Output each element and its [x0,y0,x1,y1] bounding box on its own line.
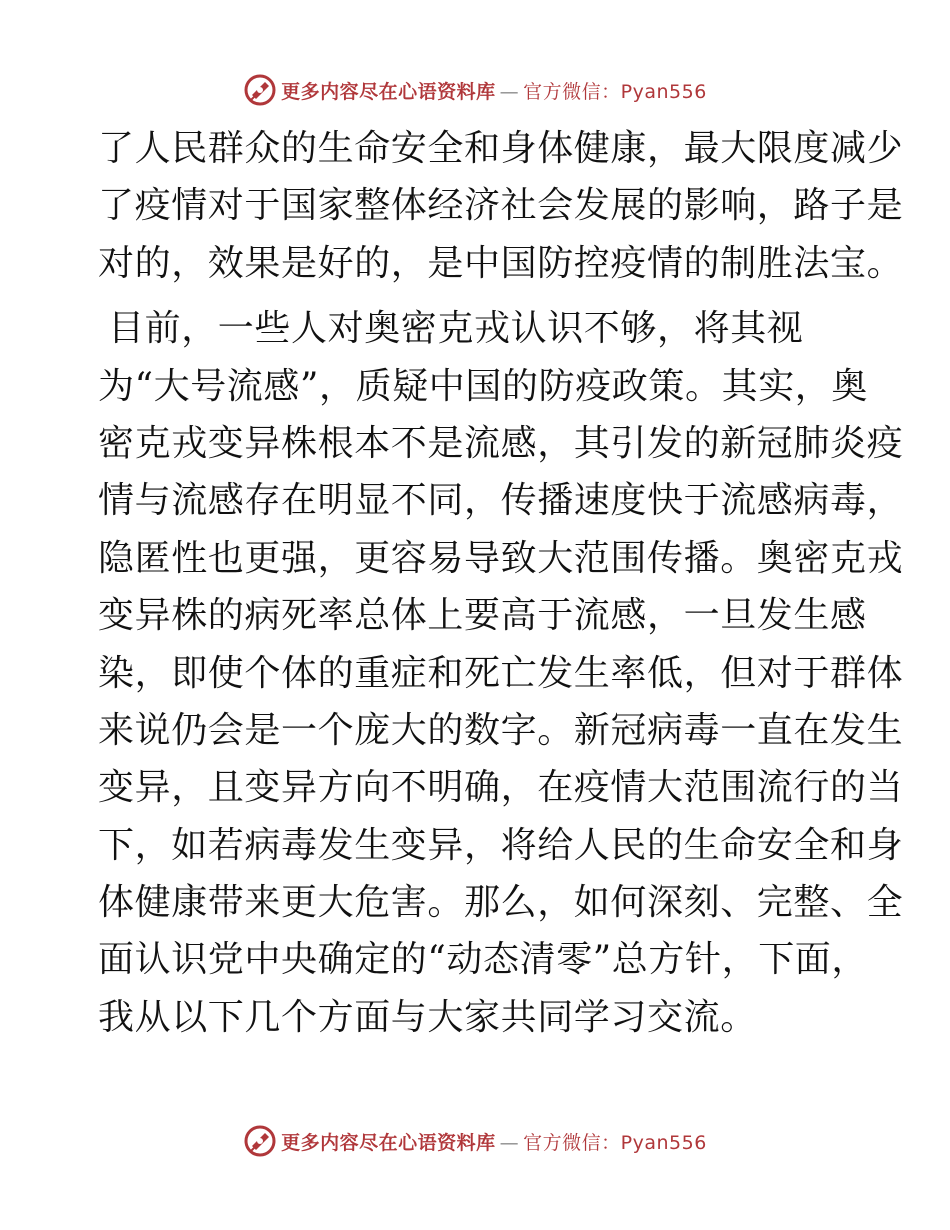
text-line: 变异株的病死率总体上要高于流感，一旦发生感 [98,595,867,637]
seal-logo-icon [243,1124,277,1158]
text-line: 了疫情对于国家整体经济社会发展的影响，路子是 [98,185,904,227]
text-line: 面认识党中央确定的“动态清零”总方针，下面， [98,939,869,981]
text-line: 体健康带来更大危害。那么，如何深刻、完整、全 [98,882,904,924]
footer-banner [0,1119,950,1163]
header-banner-text [281,77,707,104]
header-banner [0,68,950,112]
document-body [98,120,904,1046]
text-line: 下，如若病毒发生变异，将给人民的生命安全和身 [98,824,904,866]
text-line: 变异，且变异方向不明确，在疫情大范围流行的当 [98,767,904,809]
text-line: 密克戎变异株根本不是流感，其引发的新冠肺炎疫 [98,422,904,464]
text-line: 情与流感存在明显不同，传播速度快于流感病毒， [98,480,904,522]
footer-brand-text: 更多内容尽在心语资料库 [281,1131,496,1154]
paragraph-2 [98,300,904,1046]
text-line: 染，即使个体的重症和死亡发生率低，但对于群体 [98,652,904,694]
header-separator: — [499,80,520,103]
text-line: 为“大号流感”，质疑中国的防疫政策。其实，奥 [98,365,869,407]
seal-logo-icon [243,73,277,107]
header-wechat-text: 官方微信：Pyan556 [523,80,707,103]
text-line: 我从以下几个方面与大家共同学习交流。 [98,996,757,1038]
text-line: 隐匿性也更强，更容易导致大范围传播。奥密克戎 [98,537,904,579]
text-line: 了人民群众的生命安全和身体健康，最大限度减少 [98,128,904,169]
text-line: 来说仍会是一个庞大的数字。新冠病毒一直在发生 [98,709,904,751]
header-brand-text: 更多内容尽在心语资料库 [281,80,496,103]
text-line: 目前，一些人对奥密克戎认识不够，将其视 [108,308,804,350]
footer-wechat-text: 官方微信：Pyan556 [523,1131,707,1154]
text-line: 对的，效果是好的，是中国防控疫情的制胜法宝。 [98,242,904,284]
footer-separator: — [499,1131,520,1154]
paragraph-1 [98,120,904,292]
footer-banner-text [281,1128,707,1155]
